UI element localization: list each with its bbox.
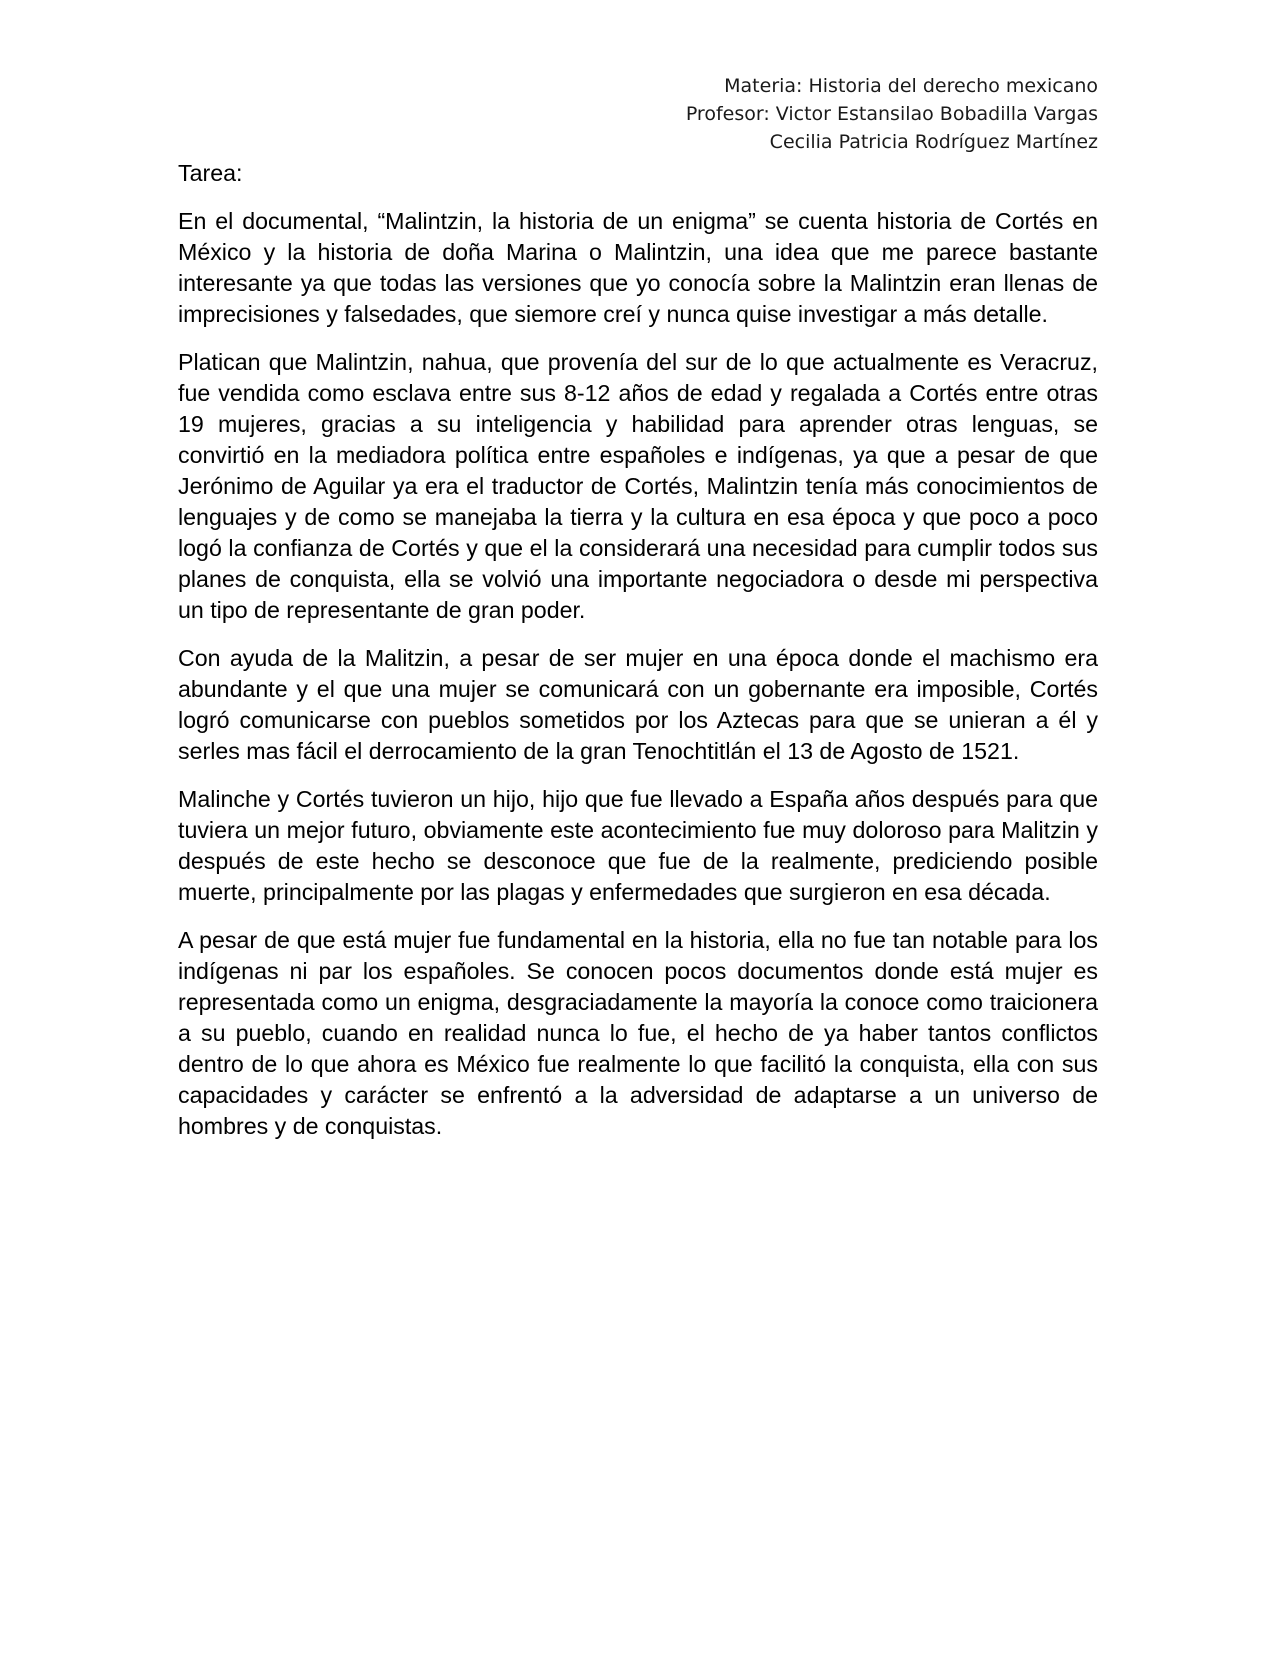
student-name-line: Cecilia Patricia Rodríguez Martínez [769,131,1098,153]
paragraph-4: Malinche y Cortés tuvieron un hijo, hijo que fue llevado a España años después para que tuviera un mejor futuro, obviamente este acontecimiento fue muy doloroso para Malitzin y después de este hecho se desconoce que fue de la realmente, prediciendo posible muerte, principalmente por las plagas y enfermedades que surgieron en esa década. [178,786,1098,905]
paragraph-1: En el documental, “Malintzin, la historia de un enigma” se cuenta historia de Cortés en México y la historia de doña Marina o Malintzin, una idea que me parece bastante interesante ya que todas las versiones que yo conocía sobre la Malintzin eran llenas de imprecisiones y falsedades, que siemore creí y nunca quise investigar a más detalle. [178,208,1098,327]
paragraph-3: Con ayuda de la Malitzin, a pesar de ser mujer en una época donde el machismo era abundante y el que una mujer se comunicará con un gobernante era imposible, Cortés logró comunicarse con pueblos sometidos por los Aztecas para que se unieran a él y serles mas fácil el derrocamiento de la gran Tenochtitlán el 13 de Agosto de 1521. [178,645,1098,764]
professor-line: Profesor: Victor Estansilao Bobadilla Vargas [685,103,1098,125]
paragraph-2: Platican que Malintzin, nahua, que provenía del sur de lo que actualmente es Veracruz, fue vendida como esclava entre sus 8-12 años de edad y regalada a Cortés entre otras 19 mujeres, gracias a su inteligencia y habilidad para aprender otras lenguas, se convirtió en la mediadora política entre españoles e indígenas, ya que a pesar de que Jerónimo de Aguilar ya era el traductor de Cortés, Malintzin tenía más conocimientos de lenguajes y de como se manejaba la tierra y la cultura en esa época y que poco a poco logó la confianza de Cortés y que el la considerará una necesidad para cumplir todos sus planes de conquista, ella se volvió una importante negociadora o desde mi perspectiva un tipo de representante de gran poder. [178,349,1098,623]
subject-line: Materia: Historia del derecho mexicano [724,75,1098,97]
document-header [398,72,1098,156]
paragraph-5: A pesar de que está mujer fue fundamental en la historia, ella no fue tan notable para los indígenas ni par los españoles. Se conocen pocos documentos donde está mujer es representada como un enigma, desgraciadamente la mayoría la conoce como traicionera a su pueblo, cuando en realidad nunca lo fue, el hecho de ya haber tantos conflictos dentro de lo que ahora es México fue realmente lo que facilitó la conquista, ella con sus capacidades y carácter se enfrentó a la adversidad de adaptarse a un universo de hombres y de conquistas. [178,927,1098,1139]
document-body [178,158,1098,1159]
assignment-label: Tarea: [178,160,243,186]
